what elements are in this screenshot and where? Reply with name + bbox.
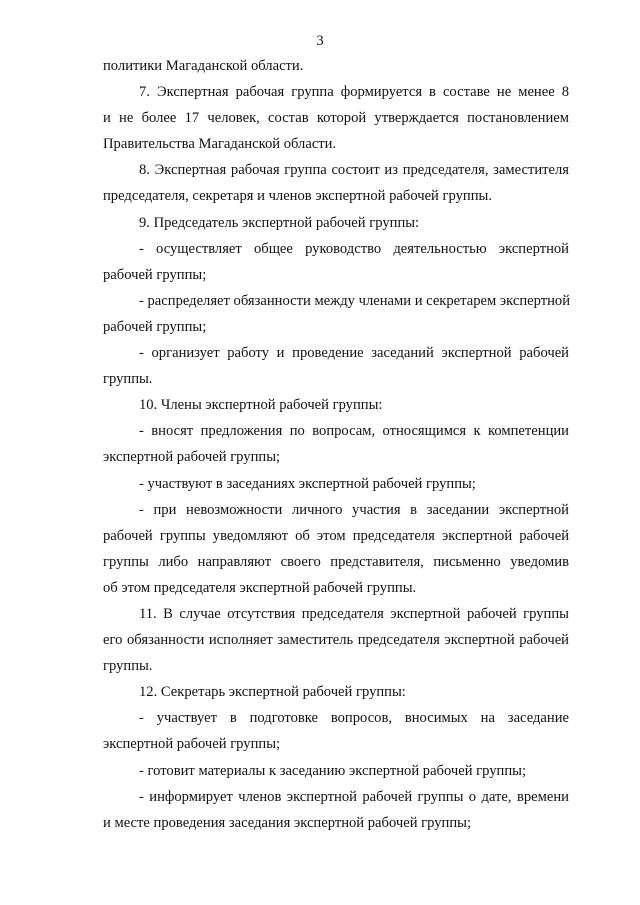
text-line: 8. Экспертная рабочая группа состоит из председателя, заместителя xyxy=(139,162,569,179)
text-line: - осуществляет общее руководство деятельностью экспертной xyxy=(139,240,569,257)
text-line: и не более 17 человек, состав которой утверждается постановлением xyxy=(103,110,569,127)
text-line: Правительства Магаданской области. xyxy=(103,136,337,153)
text-line: экспертной рабочей группы; xyxy=(103,449,281,466)
text-line: экспертной рабочей группы; xyxy=(103,736,281,753)
text-line: рабочей группы; xyxy=(103,266,207,283)
text-line: 11. В случае отсутствия председателя экспертной рабочей группы xyxy=(139,605,569,622)
text-line: рабочей группы уведомляют об этом председателя экспертной рабочей xyxy=(103,527,569,544)
text-line: 7. Экспертная рабочая группа формируется в составе не менее 8 xyxy=(139,84,569,101)
document-body xyxy=(103,57,569,840)
text-line: - участвует в подготовке вопросов, вносимых на заседание xyxy=(139,710,569,727)
text-line: - участвуют в заседаниях экспертной рабочей группы; xyxy=(139,475,476,492)
text-line: председателя, секретаря и членов экспертной рабочей группы. xyxy=(103,188,492,205)
text-line: группы. xyxy=(103,658,153,675)
text-line: - информирует членов экспертной рабочей группы о дате, времени xyxy=(139,788,569,805)
text-line: 10. Члены экспертной рабочей группы: xyxy=(139,397,383,414)
text-line: - распределяет обязанности между членами и секретарем экспертной xyxy=(139,292,571,309)
page-number: 3 xyxy=(316,33,324,49)
text-line: и месте проведения заседания экспертной рабочей группы; xyxy=(103,814,472,831)
text-line: его обязанности исполняет заместитель председателя экспертной рабочей xyxy=(103,632,569,649)
text-line: группы либо направляют своего представителя, письменно уведомив xyxy=(103,553,569,570)
text-line: 9. Председатель экспертной рабочей группы: xyxy=(139,214,420,231)
text-line: - вносят предложения по вопросам, относящимся к компетенции xyxy=(139,423,569,440)
text-line: 12. Секретарь экспертной рабочей группы: xyxy=(139,684,406,701)
text-line: - готовит материалы к заседанию экспертной рабочей группы; xyxy=(139,762,527,779)
text-line: об этом председателя экспертной рабочей группы. xyxy=(103,579,417,596)
text-line: рабочей группы; xyxy=(103,318,207,335)
text-line: - при невозможности личного участия в заседании экспертной xyxy=(139,501,569,518)
text-line: группы. xyxy=(103,371,153,388)
text-line: - организует работу и проведение заседаний экспертной рабочей xyxy=(139,345,569,362)
text-line: политики Магаданской области. xyxy=(103,58,304,74)
